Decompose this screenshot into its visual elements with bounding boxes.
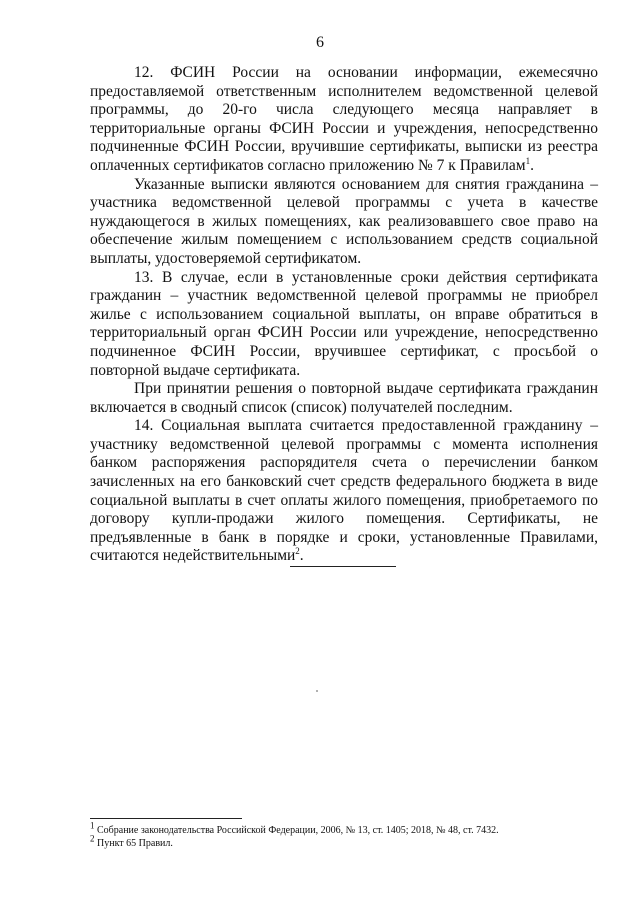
paragraph-13: 13. В случае, если в установленные сроки действия сертификата гражданин – участник ведомственной целевой программы не приобрел жилье с использованием социальной выплаты, он вправе обратиться в территориальный орган ФСИН России или учреждение, непосредственно подчиненное ФСИН России, вручившее сертификат, с просьбой о повторной выдаче сертификата. xyxy=(90,268,598,379)
footnote-ref-2: 2 xyxy=(295,546,300,557)
footnotes xyxy=(90,820,610,850)
paragraph-14: 14. Социальная выплата считается предоставленной гражданину – участнику ведомственной целевой программы с момента исполнения банком распоряжения распорядителя счета о перечислении банком зачисленных на его банковский счет средств федерального бюджета в виде социальной выплаты в счет оплаты жилого помещения, приобретаемого по договору купли-продажи жилого помещения. Сертификаты, не предъявленные в банк в порядке и сроки, установленные Правилами, считаются недействительными$^2$. xyxy=(90,417,598,565)
paragraph-extracts: Указанные выписки являются основанием для снятия гражданина – участника ведомственной целевой программы с учета в качестве нуждающегося в жилых помещениях, как реализовавшего свое право на обеспечение жилым помещением с использованием средств социальной выплаты, удостоверяемой сертификатом. xyxy=(90,175,598,267)
footnote-ref-1: 1 xyxy=(525,155,531,166)
page-number: 6 xyxy=(316,34,324,51)
body-text xyxy=(90,64,598,566)
scan-speck xyxy=(316,690,318,692)
end-separator-line xyxy=(290,566,396,567)
paragraph-12: 12. ФСИН России на основании информации, ежемесячно предоставляемой ответственным исполнителем ведомственной целевой программы, до 20-го числа следующего месяца направляет в территориальные органы ФСИН России и учреждения, непосредственно подчиненные ФСИН России, вручившие сертификаты, выписки из реестра оплаченных сертификатов согласно приложению № 7 к Правилам$^1$. xyxy=(90,64,598,174)
footnote-rule xyxy=(90,818,242,819)
footnote-1: $^1$ Собрание законодательства Российской Федерации, 2006, № 13, ст. 1405; 2018, № 48, ст. 7432. xyxy=(90,820,499,836)
footnote-2: $^2$ Пункт 65 Правил. xyxy=(90,833,173,849)
paragraph-reissue: При принятии решения о повторной выдаче сертификата гражданин включается в сводный список (список) получателей последним. xyxy=(90,380,598,416)
